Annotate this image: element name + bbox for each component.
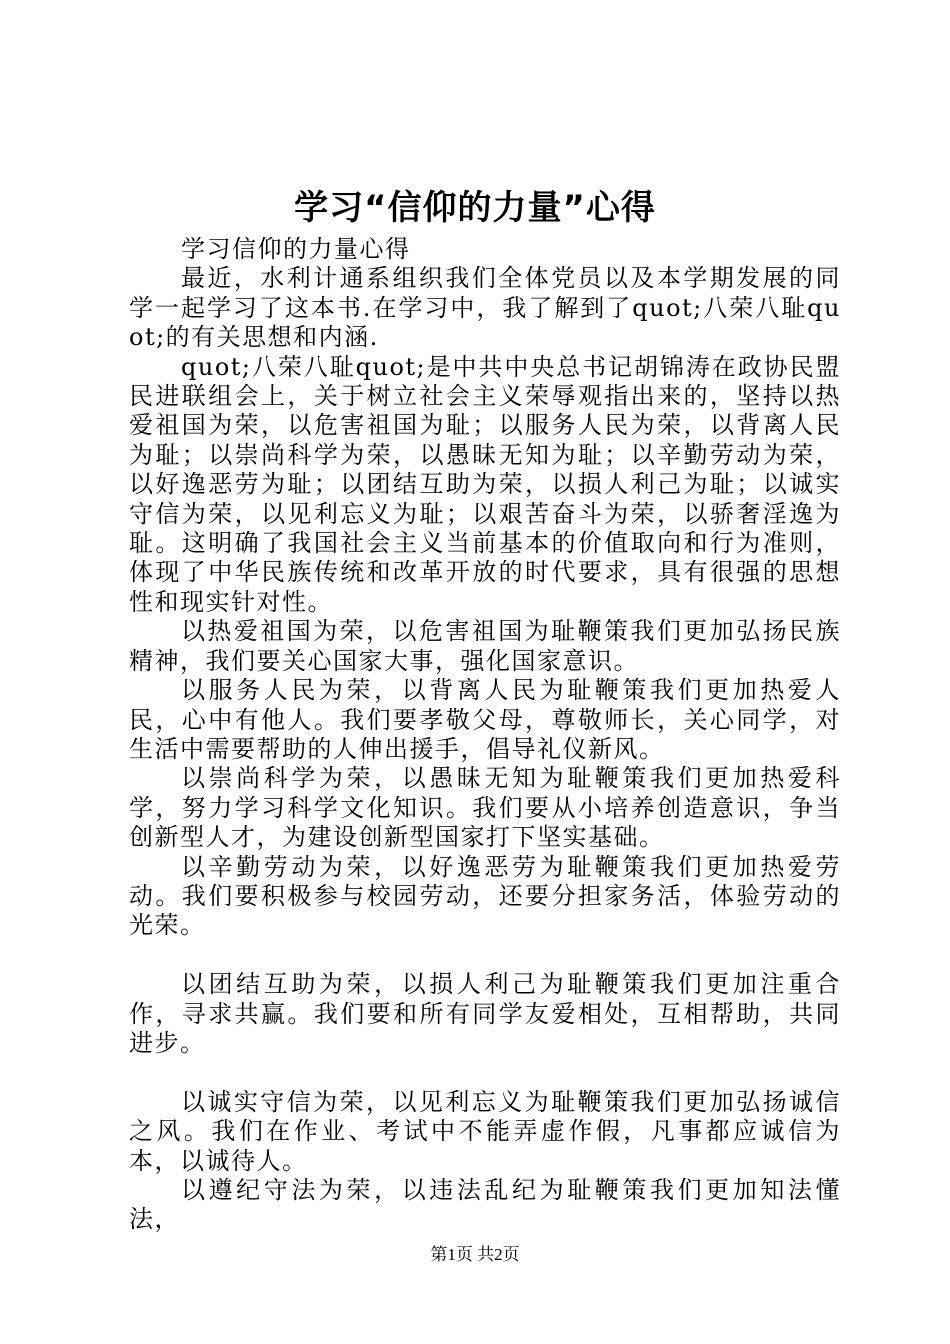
paragraph: 以诚实守信为荣，以见利忘义为耻鞭策我们更加弘扬诚信之风。我们在作业、考试中不能弄虚作假，凡事都应诚信为本，以诚待人。 xyxy=(129,1087,841,1175)
paragraph: 学习信仰的力量心得 xyxy=(181,235,411,263)
document-title: 学习“信仰的力量”心得 xyxy=(294,188,656,228)
paragraph: 以团结互助为荣，以损人利己为耻鞭策我们更加注重合作，寻求共赢。我们要和所有同学友爱相处，互相帮助，共同进步。 xyxy=(129,970,841,1057)
paragraph: 以辛勤劳动为荣，以好逸恶劳为耻鞭策我们更加热爱劳动。我们要积极参与校园劳动，还要分担家务活，体验劳动的光荣。 xyxy=(129,852,841,940)
document-body xyxy=(129,235,841,1235)
paragraph: 最近，水利计通系组织我们全体党员以及本学期发展的同学一起学习了这本书.在学习中，我了解到了quot;八荣八耻quot;的有关思想和内涵. xyxy=(129,264,841,352)
paragraph: quot;八荣八耻quot;是中共中央总书记胡锦涛在政协民盟民进联组会上，关于树立社会主义荣辱观指出来的，坚持以热爱祖国为荣，以危害祖国为耻；以服务人民为荣，以背离人民为耻；以崇尚科学为荣，以愚昧无知为耻；以辛勤劳动为荣，以好逸恶劳为耻；以团结互助为荣，以损人利己为耻；以诚实守信为荣，以见利忘义为耻；以艰苦奋斗为荣，以骄奢淫逸为耻。这明确了我国社会主义当前基本的价值取向和行为准则，体现了中华民族传统和改革开放的时代要求，具有很强的思想性和现实针对性。 xyxy=(129,352,841,616)
page-number-footer: 第1页 共2页 xyxy=(430,1245,520,1264)
paragraph: 以崇尚科学为荣，以愚昧无知为耻鞭策我们更加热爱科学，努力学习科学文化知识。我们要从小培养创造意识，争当创新型人才，为建设创新型国家打下坚实基础。 xyxy=(129,764,841,852)
paragraph: 以服务人民为荣，以背离人民为耻鞭策我们更加热爱人民，心中有他人。我们要孝敬父母，尊敬师长，关心同学，对生活中需要帮助的人伸出援手，倡导礼仪新风。 xyxy=(129,676,841,763)
paragraph: 以热爱祖国为荣，以危害祖国为耻鞭策我们更加弘扬民族精神，我们要关心国家大事，强化国家意识。 xyxy=(129,617,841,675)
paragraph: 以遵纪守法为荣，以违法乱纪为耻鞭策我们更加知法懂法， xyxy=(129,1175,841,1234)
